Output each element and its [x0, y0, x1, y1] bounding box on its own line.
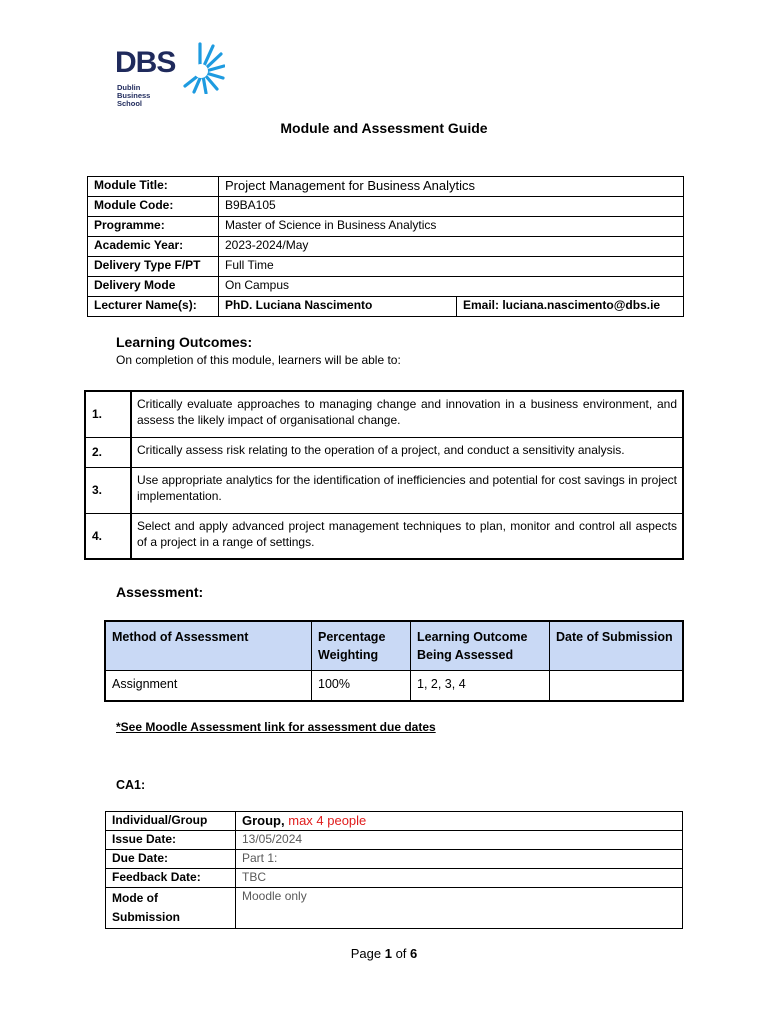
row-value: Full Time	[219, 257, 684, 277]
table-row	[106, 869, 683, 888]
outcome-text: Critically evaluate approaches to managing change and innovation in a business environment, and assess the likely impact of organisational change.	[131, 391, 683, 437]
row-value: Part 1:	[236, 850, 683, 869]
table-row	[88, 297, 684, 317]
table-row	[85, 391, 683, 437]
document-title: Module and Assessment Guide	[280, 120, 488, 136]
table-row	[106, 812, 683, 831]
table-row	[85, 437, 683, 467]
table-row	[88, 257, 684, 277]
row-value: 13/05/2024	[236, 831, 683, 850]
row-value: TBC	[236, 869, 683, 888]
module-info-table	[87, 176, 684, 317]
column-header: Date of Submission	[550, 621, 684, 671]
group-value	[236, 812, 683, 831]
module-title-value: Project Management for Business Analytics	[219, 177, 684, 197]
row-label: Module Title:	[88, 177, 219, 197]
table-cell: Assignment	[105, 671, 312, 702]
logo-text: DBS	[115, 46, 176, 79]
row-value: On Campus	[219, 277, 684, 297]
row-label: Delivery Mode	[88, 277, 219, 297]
row-value: B9BA105	[219, 197, 684, 217]
outcome-text: Critically assess risk relating to the operation of a project, and conduct a sensitivity analysis.	[131, 437, 683, 467]
row-value: Master of Science in Business Analytics	[219, 217, 684, 237]
assessment-table	[104, 620, 684, 702]
lecturer-name: PhD. Luciana Nascimento	[219, 297, 457, 317]
table-row	[106, 831, 683, 850]
row-value: Moodle only	[236, 888, 683, 929]
ca1-heading: CA1:	[116, 778, 146, 792]
table-cell: 1, 2, 3, 4	[411, 671, 550, 702]
learning-outcomes-intro: On completion of this module, learners will be able to:	[116, 353, 401, 367]
row-value: 2023-2024/May	[219, 237, 684, 257]
table-row	[106, 850, 683, 869]
learning-outcomes-heading: Learning Outcomes:	[116, 334, 253, 350]
row-label: Academic Year:	[88, 237, 219, 257]
learning-outcomes-table	[84, 390, 684, 560]
outcome-number: 3.	[85, 467, 131, 513]
group-size-note: max 4 people	[288, 813, 367, 828]
lecturer-label: Lecturer Name(s):	[88, 297, 219, 317]
column-header: Method of Assessment	[105, 621, 312, 671]
table-row	[88, 217, 684, 237]
lecturer-email[interactable]: Email: luciana.nascimento@dbs.ie	[457, 297, 684, 317]
table-header-row	[105, 621, 683, 671]
assessment-heading: Assessment:	[116, 584, 204, 600]
table-row	[105, 671, 683, 702]
table-row	[88, 237, 684, 257]
row-label: Module Code:	[88, 197, 219, 217]
sunburst-icon	[175, 42, 225, 94]
row-label: Due Date:	[106, 850, 236, 869]
logo-subtitle: Dublin Business School	[117, 83, 151, 108]
column-header: Percentage Weighting	[312, 621, 411, 671]
table-row	[106, 888, 683, 929]
table-cell	[550, 671, 684, 702]
table-row	[85, 513, 683, 559]
row-label: Feedback Date:	[106, 869, 236, 888]
outcome-number: 2.	[85, 437, 131, 467]
outcome-text: Select and apply advanced project management techniques to plan, monitor and control all aspects of a project in a range of settings.	[131, 513, 683, 559]
table-row	[88, 177, 684, 197]
outcome-number: 1.	[85, 391, 131, 437]
moodle-note: *See Moodle Assessment link for assessment due dates	[116, 720, 436, 734]
table-row	[88, 277, 684, 297]
outcome-number: 4.	[85, 513, 131, 559]
row-label: Programme:	[88, 217, 219, 237]
row-label: Individual/Group	[106, 812, 236, 831]
ca1-table	[105, 811, 683, 929]
table-cell: 100%	[312, 671, 411, 702]
row-label: Mode of Submission	[106, 888, 236, 929]
column-header: Learning Outcome Being Assessed	[411, 621, 550, 671]
table-row	[88, 197, 684, 217]
table-row	[85, 467, 683, 513]
page-number: Page 1 of 6	[350, 946, 418, 961]
row-label: Delivery Type F/PT	[88, 257, 219, 277]
outcome-text: Use appropriate analytics for the identification of inefficiencies and potential for cost savings in project implementation.	[131, 467, 683, 513]
dbs-logo	[113, 42, 225, 106]
group-type: Group,	[242, 813, 285, 828]
row-label: Issue Date:	[106, 831, 236, 850]
